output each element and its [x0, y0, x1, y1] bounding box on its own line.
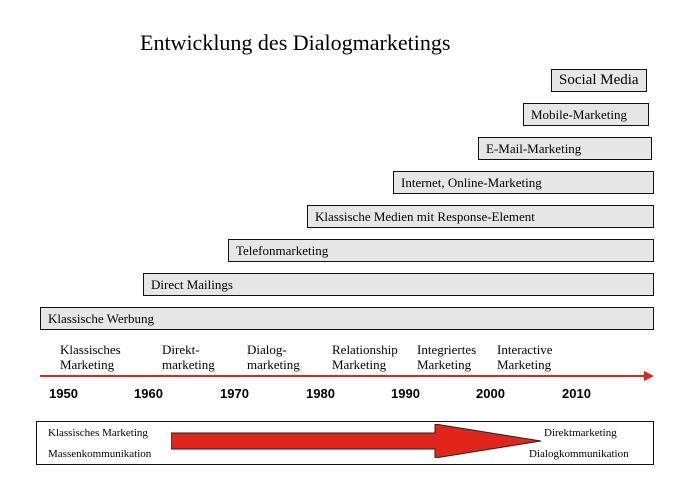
bar-response-element: Klassische Medien mit Response-Element	[307, 205, 654, 228]
label-direktmarketing: Direktmarketing	[544, 427, 617, 439]
year-label: 1980	[306, 386, 335, 401]
era-line: Marketing	[497, 357, 552, 372]
bar-klassische-werbung: Klassische Werbung	[40, 307, 654, 330]
year-label: 2010	[562, 386, 591, 401]
label-klassisches-marketing: Klassisches Marketing	[48, 427, 148, 439]
era-klassisches-marketing	[60, 342, 121, 372]
bar-direct-mailings: Direct Mailings	[143, 273, 654, 296]
timeline-arrow-line	[40, 375, 646, 377]
timeline-arrow-head-icon	[644, 371, 654, 381]
era-integriertes-marketing	[417, 342, 476, 372]
era-direktmarketing	[162, 342, 215, 372]
label-dialogkommunikation: Dialogkommunikation	[529, 448, 629, 460]
era-line: Marketing	[417, 357, 472, 372]
year-label: 2000	[476, 386, 505, 401]
era-line: marketing	[247, 357, 300, 372]
era-interactive-marketing	[497, 342, 553, 372]
era-relationship-marketing	[332, 342, 398, 372]
era-line: Integriertes	[417, 342, 477, 357]
transition-arrow-icon	[171, 424, 543, 458]
bar-online-marketing: Internet, Online-Marketing	[393, 171, 654, 194]
era-line: Marketing	[332, 357, 387, 372]
bar-mobile-marketing: Mobile-Marketing	[523, 103, 649, 126]
diagram-title: Entwicklung des Dialogmarketings	[140, 30, 451, 55]
era-line: Relationship	[332, 342, 398, 357]
era-line: Interactive	[497, 342, 553, 357]
era-line: marketing	[162, 357, 215, 372]
year-label: 1970	[220, 386, 249, 401]
bar-email-marketing: E-Mail-Marketing	[478, 137, 652, 160]
year-label: 1950	[49, 386, 78, 401]
label-massenkommunikation: Massenkommunikation	[48, 448, 152, 460]
era-dialogmarketing	[247, 342, 300, 372]
year-label: 1960	[134, 386, 163, 401]
year-label: 1990	[391, 386, 420, 401]
bar-telefonmarketing: Telefonmarketing	[228, 239, 654, 262]
bar-social-media: Social Media	[551, 69, 647, 92]
era-line: Klassisches	[60, 342, 121, 357]
era-line: Direkt-	[162, 342, 200, 357]
era-line: Dialog-	[247, 342, 287, 357]
era-line: Marketing	[60, 357, 115, 372]
